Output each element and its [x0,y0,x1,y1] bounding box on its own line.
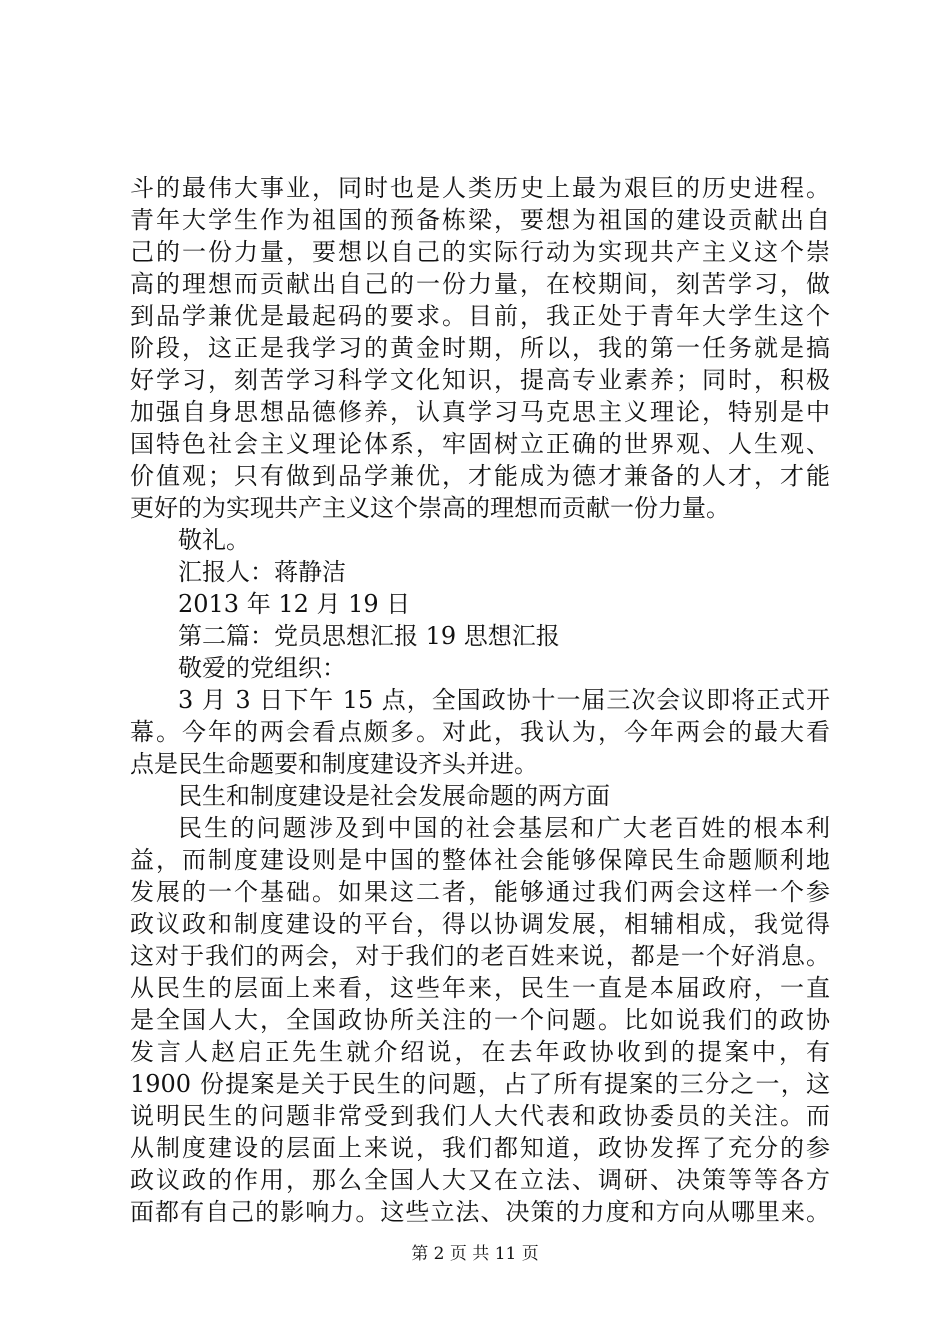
text-line: 政议政的作用，那么全国人大又在立法、调研、决策等等各方 [130,1166,830,1194]
text-line: 发言人赵启正先生就介绍说，在去年政协收到的提案中，有 [130,1038,830,1066]
text-line: 国特色社会主义理论体系，牢固树立正确的世界观、人生观、 [130,430,830,458]
text-line: 面都有自己的影响力。这些立法、决策的力度和方向从哪里来。 [130,1198,830,1226]
text-line: 民生的问题涉及到中国的社会基层和广大老百姓的根本利 [178,814,830,842]
report-date: 2013 年 12 月 19 日 [178,590,411,618]
text-line: 3 月 3 日下午 15 点，全国政协十一届三次会议即将正式开 [178,686,830,714]
salutation-opening: 敬爱的党组织： [178,654,346,682]
page-number-footer: 第 2 页 共 11 页 [411,1244,539,1264]
text-line: 是全国人大，全国政协所关注的一个问题。比如说我们的政协 [130,1006,830,1034]
salutation-closing: 敬礼。 [178,526,250,554]
text-line: 政议政和制度建设的平台，得以协调发展，相辅相成，我觉得 [130,910,830,938]
text-line: 加强自身思想品德修养，认真学习马克思主义理论，特别是中 [130,398,830,426]
text-line: 价值观；只有做到品学兼优，才能成为德才兼备的人才，才能 [130,462,830,490]
text-line: 益，而制度建设则是中国的整体社会能够保障民生命题顺利地 [130,846,830,874]
text-line: 1900 份提案是关于民生的问题，占了所有提案的三分之一，这 [130,1070,830,1098]
text-line: 从制度建设的层面上来说，我们都知道，政协发挥了充分的参 [130,1134,830,1162]
text-line: 青年大学生作为祖国的预备栋梁，要想为祖国的建设贡献出自 [130,206,830,234]
text-line: 阶段，这正是我学习的黄金时期，所以，我的第一任务就是搞 [130,334,830,362]
section-title: 第二篇：党员思想汇报 19 思想汇报 [178,622,560,650]
text-line: 斗的最伟大事业，同时也是人类历史上最为艰巨的历史进程。 [130,174,830,202]
text-line: 高的理想而贡献出自己的一份力量，在校期间，刻苦学习，做 [130,270,830,298]
document-body [130,172,830,1228]
text-line: 这对于我们的两会，对于我们的老百姓来说，都是一个好消息。 [130,942,830,970]
reporter-name: 汇报人：蒋静洁 [178,558,346,586]
text-line: 从民生的层面上来看，这些年来，民生一直是本届政府，一直 [130,974,830,1002]
text-line: 发展的一个基础。如果这二者，能够通过我们两会这样一个参 [130,878,830,906]
text-line: 到品学兼优是最起码的要求。目前，我正处于青年大学生这个 [130,302,830,330]
text-line: 说明民生的问题非常受到我们人大代表和政协委员的关注。而 [130,1102,830,1130]
text-line: 点是民生命题要和制度建设齐头并进。 [130,750,538,778]
text-line: 好学习，刻苦学习科学文化知识，提高专业素养；同时，积极 [130,366,830,394]
subheading: 民生和制度建设是社会发展命题的两方面 [178,782,610,810]
text-line: 己的一份力量，要想以自己的实际行动为实现共产主义这个崇 [130,238,830,266]
text-line: 更好的为实现共产主义这个崇高的理想而贡献一份力量。 [130,494,730,522]
text-line: 幕。今年的两会看点颇多。对此，我认为，今年两会的最大看 [130,718,830,746]
